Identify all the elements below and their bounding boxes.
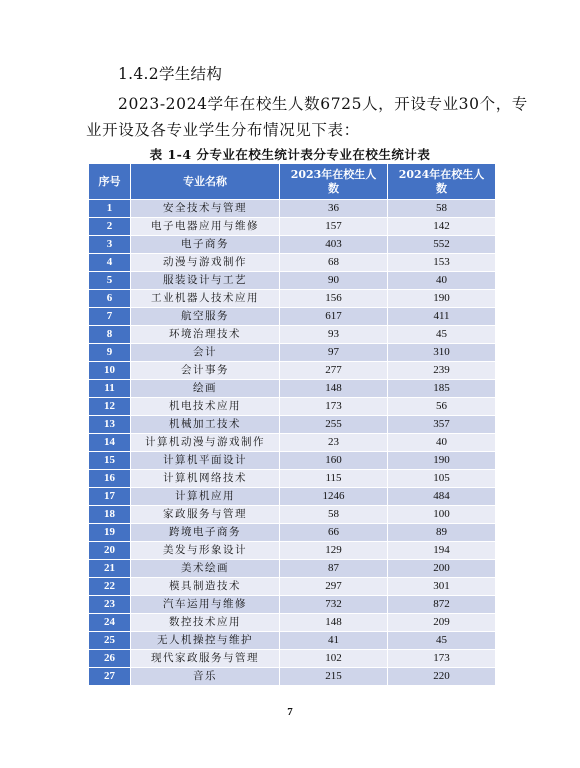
header-2023-students: 2023年在校生人数 xyxy=(280,164,388,200)
row-index-cell: 25 xyxy=(89,632,131,650)
table-row xyxy=(89,200,496,218)
students-2023-cell: 157 xyxy=(280,218,388,236)
major-name-cell: 机电技术应用 xyxy=(131,398,280,416)
table-row xyxy=(89,470,496,488)
table-row xyxy=(89,524,496,542)
row-index-cell: 24 xyxy=(89,614,131,632)
major-name-cell: 电子商务 xyxy=(131,236,280,254)
table-row xyxy=(89,632,496,650)
students-2023-cell: 129 xyxy=(280,542,388,560)
major-name-cell: 航空服务 xyxy=(131,308,280,326)
row-index-cell: 5 xyxy=(89,272,131,290)
students-2024-cell: 872 xyxy=(388,596,496,614)
students-2023-cell: 1246 xyxy=(280,488,388,506)
students-2024-cell: 40 xyxy=(388,272,496,290)
table-row xyxy=(89,398,496,416)
major-name-cell: 模具制造技术 xyxy=(131,578,280,596)
students-2024-cell: 153 xyxy=(388,254,496,272)
table-row xyxy=(89,236,496,254)
paragraph-line-2: 业开设及各专业学生分布情况见下表： xyxy=(86,121,360,139)
students-2023-cell: 297 xyxy=(280,578,388,596)
section-heading: 1.4.2学生结构 xyxy=(118,65,223,83)
row-index-cell: 15 xyxy=(89,452,131,470)
students-2024-cell: 89 xyxy=(388,524,496,542)
students-2023-cell: 617 xyxy=(280,308,388,326)
students-2024-cell: 357 xyxy=(388,416,496,434)
row-index-cell: 1 xyxy=(89,200,131,218)
table-row xyxy=(89,578,496,596)
table-row xyxy=(89,596,496,614)
students-2023-cell: 160 xyxy=(280,452,388,470)
students-2023-cell: 156 xyxy=(280,290,388,308)
students-2024-cell: 105 xyxy=(388,470,496,488)
table-body xyxy=(89,200,496,686)
major-name-cell: 美术绘画 xyxy=(131,560,280,578)
table-row xyxy=(89,416,496,434)
header-major-name: 专业名称 xyxy=(131,164,280,200)
students-2024-cell: 301 xyxy=(388,578,496,596)
table-row xyxy=(89,218,496,236)
major-enrollment-table xyxy=(88,163,496,686)
major-name-cell: 会计事务 xyxy=(131,362,280,380)
major-name-cell: 跨境电子商务 xyxy=(131,524,280,542)
students-2024-cell: 190 xyxy=(388,290,496,308)
major-name-cell: 会计 xyxy=(131,344,280,362)
students-2023-cell: 277 xyxy=(280,362,388,380)
row-index-cell: 26 xyxy=(89,650,131,668)
major-name-cell: 家政服务与管理 xyxy=(131,506,280,524)
row-index-cell: 16 xyxy=(89,470,131,488)
table-row xyxy=(89,344,496,362)
students-2024-cell: 194 xyxy=(388,542,496,560)
students-2024-cell: 310 xyxy=(388,344,496,362)
students-2023-cell: 732 xyxy=(280,596,388,614)
major-name-cell: 无人机操控与维护 xyxy=(131,632,280,650)
major-name-cell: 工业机器人技术应用 xyxy=(131,290,280,308)
students-2023-cell: 115 xyxy=(280,470,388,488)
major-name-cell: 机械加工技术 xyxy=(131,416,280,434)
students-2023-cell: 58 xyxy=(280,506,388,524)
students-2024-cell: 58 xyxy=(388,200,496,218)
students-2023-cell: 87 xyxy=(280,560,388,578)
students-2024-cell: 100 xyxy=(388,506,496,524)
row-index-cell: 9 xyxy=(89,344,131,362)
header-2024-students: 2024年在校生人数 xyxy=(388,164,496,200)
students-2023-cell: 97 xyxy=(280,344,388,362)
students-2024-cell: 239 xyxy=(388,362,496,380)
major-name-cell: 汽车运用与维修 xyxy=(131,596,280,614)
row-index-cell: 7 xyxy=(89,308,131,326)
row-index-cell: 14 xyxy=(89,434,131,452)
table-row xyxy=(89,614,496,632)
table-row xyxy=(89,560,496,578)
major-name-cell: 美发与形象设计 xyxy=(131,542,280,560)
students-2024-cell: 173 xyxy=(388,650,496,668)
students-2023-cell: 93 xyxy=(280,326,388,344)
row-index-cell: 13 xyxy=(89,416,131,434)
major-name-cell: 现代家政服务与管理 xyxy=(131,650,280,668)
table-row xyxy=(89,308,496,326)
students-2023-cell: 215 xyxy=(280,668,388,686)
students-2024-cell: 190 xyxy=(388,452,496,470)
students-2024-cell: 45 xyxy=(388,632,496,650)
table-row xyxy=(89,290,496,308)
table-row xyxy=(89,506,496,524)
students-2023-cell: 68 xyxy=(280,254,388,272)
students-2024-cell: 209 xyxy=(388,614,496,632)
students-2023-cell: 102 xyxy=(280,650,388,668)
row-index-cell: 6 xyxy=(89,290,131,308)
students-2024-cell: 40 xyxy=(388,434,496,452)
table-row xyxy=(89,362,496,380)
major-name-cell: 动漫与游戏制作 xyxy=(131,254,280,272)
major-name-cell: 计算机应用 xyxy=(131,488,280,506)
table-row xyxy=(89,326,496,344)
students-2023-cell: 36 xyxy=(280,200,388,218)
row-index-cell: 21 xyxy=(89,560,131,578)
row-index-cell: 3 xyxy=(89,236,131,254)
row-index-cell: 4 xyxy=(89,254,131,272)
table-header-row xyxy=(89,164,496,200)
students-2023-cell: 173 xyxy=(280,398,388,416)
row-index-cell: 23 xyxy=(89,596,131,614)
major-name-cell: 电子电器应用与维修 xyxy=(131,218,280,236)
students-2023-cell: 148 xyxy=(280,614,388,632)
students-2023-cell: 41 xyxy=(280,632,388,650)
students-2023-cell: 148 xyxy=(280,380,388,398)
table-row xyxy=(89,668,496,686)
row-index-cell: 11 xyxy=(89,380,131,398)
paragraph-line-1: 2023-2024学年在校生人数6725人，开设专业30个，专 xyxy=(118,95,528,113)
students-2024-cell: 56 xyxy=(388,398,496,416)
page-number: 7 xyxy=(287,706,293,718)
students-2024-cell: 484 xyxy=(388,488,496,506)
students-2023-cell: 23 xyxy=(280,434,388,452)
table-row xyxy=(89,254,496,272)
major-name-cell: 计算机网络技术 xyxy=(131,470,280,488)
students-2024-cell: 220 xyxy=(388,668,496,686)
row-index-cell: 12 xyxy=(89,398,131,416)
table-header xyxy=(89,164,496,200)
table-row xyxy=(89,452,496,470)
table-row xyxy=(89,434,496,452)
students-2023-cell: 255 xyxy=(280,416,388,434)
table-row xyxy=(89,380,496,398)
major-name-cell: 计算机动漫与游戏制作 xyxy=(131,434,280,452)
row-index-cell: 19 xyxy=(89,524,131,542)
row-index-cell: 10 xyxy=(89,362,131,380)
table-caption: 表 1-4 分专业在校生统计表分专业在校生统计表 xyxy=(149,147,431,162)
table-row xyxy=(89,488,496,506)
row-index-cell: 27 xyxy=(89,668,131,686)
table-row xyxy=(89,272,496,290)
row-index-cell: 20 xyxy=(89,542,131,560)
major-name-cell: 数控技术应用 xyxy=(131,614,280,632)
major-name-cell: 环境治理技术 xyxy=(131,326,280,344)
row-index-cell: 2 xyxy=(89,218,131,236)
students-2024-cell: 552 xyxy=(388,236,496,254)
row-index-cell: 17 xyxy=(89,488,131,506)
students-2024-cell: 142 xyxy=(388,218,496,236)
major-name-cell: 安全技术与管理 xyxy=(131,200,280,218)
students-2024-cell: 200 xyxy=(388,560,496,578)
header-index: 序号 xyxy=(89,164,131,200)
students-2024-cell: 411 xyxy=(388,308,496,326)
row-index-cell: 18 xyxy=(89,506,131,524)
major-name-cell: 音乐 xyxy=(131,668,280,686)
row-index-cell: 22 xyxy=(89,578,131,596)
students-2023-cell: 66 xyxy=(280,524,388,542)
row-index-cell: 8 xyxy=(89,326,131,344)
major-name-cell: 绘画 xyxy=(131,380,280,398)
major-name-cell: 服装设计与工艺 xyxy=(131,272,280,290)
students-2024-cell: 185 xyxy=(388,380,496,398)
students-2023-cell: 90 xyxy=(280,272,388,290)
students-2023-cell: 403 xyxy=(280,236,388,254)
major-name-cell: 计算机平面设计 xyxy=(131,452,280,470)
students-2024-cell: 45 xyxy=(388,326,496,344)
table-row xyxy=(89,542,496,560)
table-row xyxy=(89,650,496,668)
